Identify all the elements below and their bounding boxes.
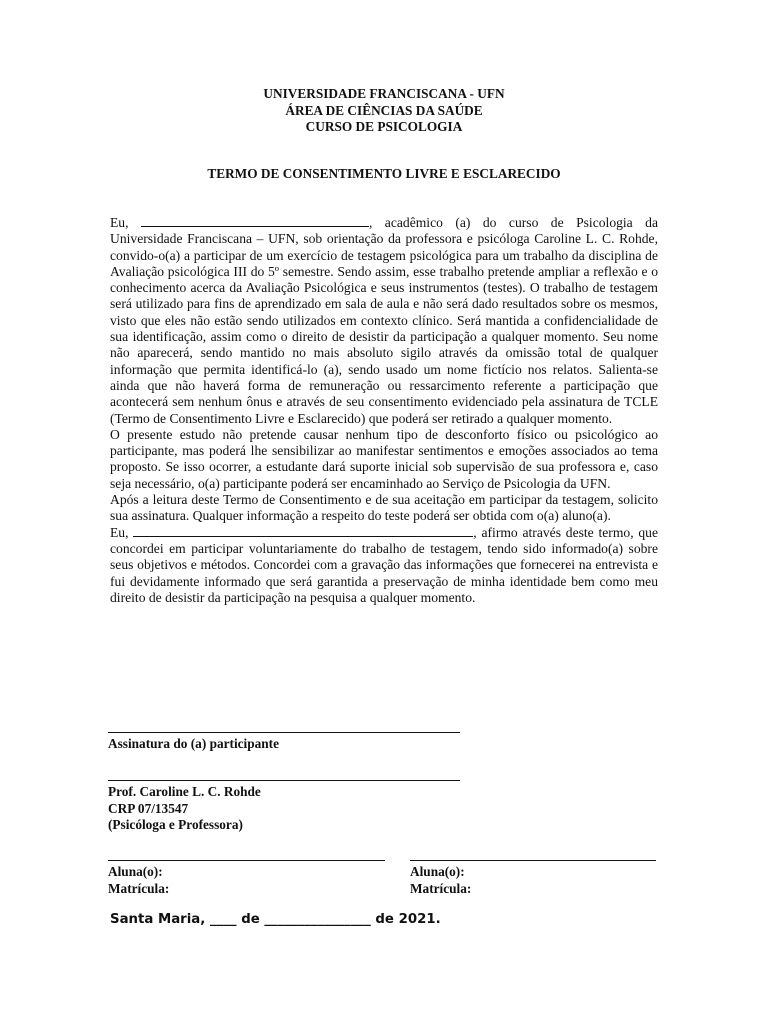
professor-role: (Psicóloga e Professora) (108, 817, 243, 832)
student-name-blank[interactable] (141, 226, 369, 227)
institution-header (0, 86, 768, 136)
p1-start: Eu, (110, 215, 129, 230)
university-name: UNIVERSIDADE FRANCISCANA - UFN (263, 86, 505, 101)
document-title: TERMO DE CONSENTIMENTO LIVRE E ESCLARECIDO (207, 166, 561, 181)
p4-start: Eu, (110, 524, 129, 540)
paragraph-3: Após a leitura deste Termo de Consentimento e de sua aceitação em participar da testagem, solicito sua assinatura. Qualquer informação a respeito do teste poderá ser obtida com o(a) aluno(a). (110, 492, 658, 524)
date-line (110, 912, 441, 927)
year-text: de 2021. (375, 912, 441, 927)
professor-signature-block (108, 780, 460, 834)
student-1-signature-block (108, 860, 385, 897)
student-1-label: Aluna(o): (108, 864, 163, 879)
paragraph-1 (110, 215, 658, 427)
participant-signature-block (108, 732, 460, 753)
city-text: Santa Maria, (110, 912, 206, 927)
course-name: CURSO DE PSICOLOGIA (305, 119, 463, 134)
paragraph-2: O presente estudo não pretende causar nenhum tipo de desconforto físico ou psicológico ao participante, mas poderá lhe sensibilizar ao manifestar sentimentos e emoções associados ao tema proposto. Se isso ocorrer, a estudante dará suporte inicial sob supervisão de sua professora e, caso seja necessário, o(a) participante poderá ser encaminhado ao Serviço de Psicologia da UFN. (110, 426, 658, 491)
de-text-1: de (241, 912, 260, 927)
participant-name-blank[interactable] (133, 536, 473, 537)
area-name: ÁREA DE CIÊNCIAS DA SAÚDE (285, 102, 483, 118)
month-blank[interactable]: ________________ (264, 912, 371, 927)
consent-body (110, 215, 658, 606)
paragraph-4 (110, 525, 658, 606)
student-1-registration-label: Matrícula: (108, 880, 170, 896)
student-2-registration-label: Matrícula: (410, 880, 472, 896)
p4-rest: , afirmo através deste termo, que concordei em participar voluntariamente do trabalho de testagem, tendo sido informado(a) sobre seus objetivos e métodos. Concordei com a gravação das informações que fornecerei na entrevista e fui devidamente informado que será garantida a preservação de minha identidade bem como meu direito de desistir da participação na pesquisa a qualquer momento. (110, 524, 659, 605)
day-blank[interactable]: ____ (209, 912, 237, 927)
professor-name: Prof. Caroline L. C. Rohde (108, 784, 261, 799)
student-2-signature-block (410, 860, 656, 897)
student-2-label: Aluna(o): (410, 864, 465, 879)
professor-crp: CRP 07/13547 (108, 800, 189, 816)
p1-rest: , acadêmico (a) do curso de Psicologia da Universidade Franciscana – UFN, sob orientação da professora e psicóloga Caroline L. C. Rohde, convido-o(a) a participar de um exercício de testagem psicológica para um trabalho da disciplina de Avaliação psicológica III do 5º semestre. Sendo assim, esse trabalho pretende ampliar a reflexão e o conhecimento acerca da Avaliação Psicológica e seus instrumentos (testes). O trabalho de testagem será utilizado para fins de aprendizado em sala de aula e não será dado resultados sobre os mesmos, visto que eles não estão sendo utilizados em contexto clínico. Será mantida a confidencialidade de sua identificação, assim como o direito de desistir da participação a qualquer momento. Seu nome não aparecerá, sendo mantido no mais absoluto sigilo através da omissão total de qualquer informação que permita identificá-lo (a), sendo usado um nome fictício nos relatos. Salienta-se ainda que não haverá forma de remuneração ou ressarcimento referente a participação que acontecerá sem nenhum ônus e através de seu consentimento evidenciado pela assinatura de TCLE (Termo de Consentimento Livre e Esclarecido) que poderá ser retirado a qualquer momento. (110, 215, 658, 426)
participant-signature-label: Assinatura do (a) participante (108, 736, 280, 751)
